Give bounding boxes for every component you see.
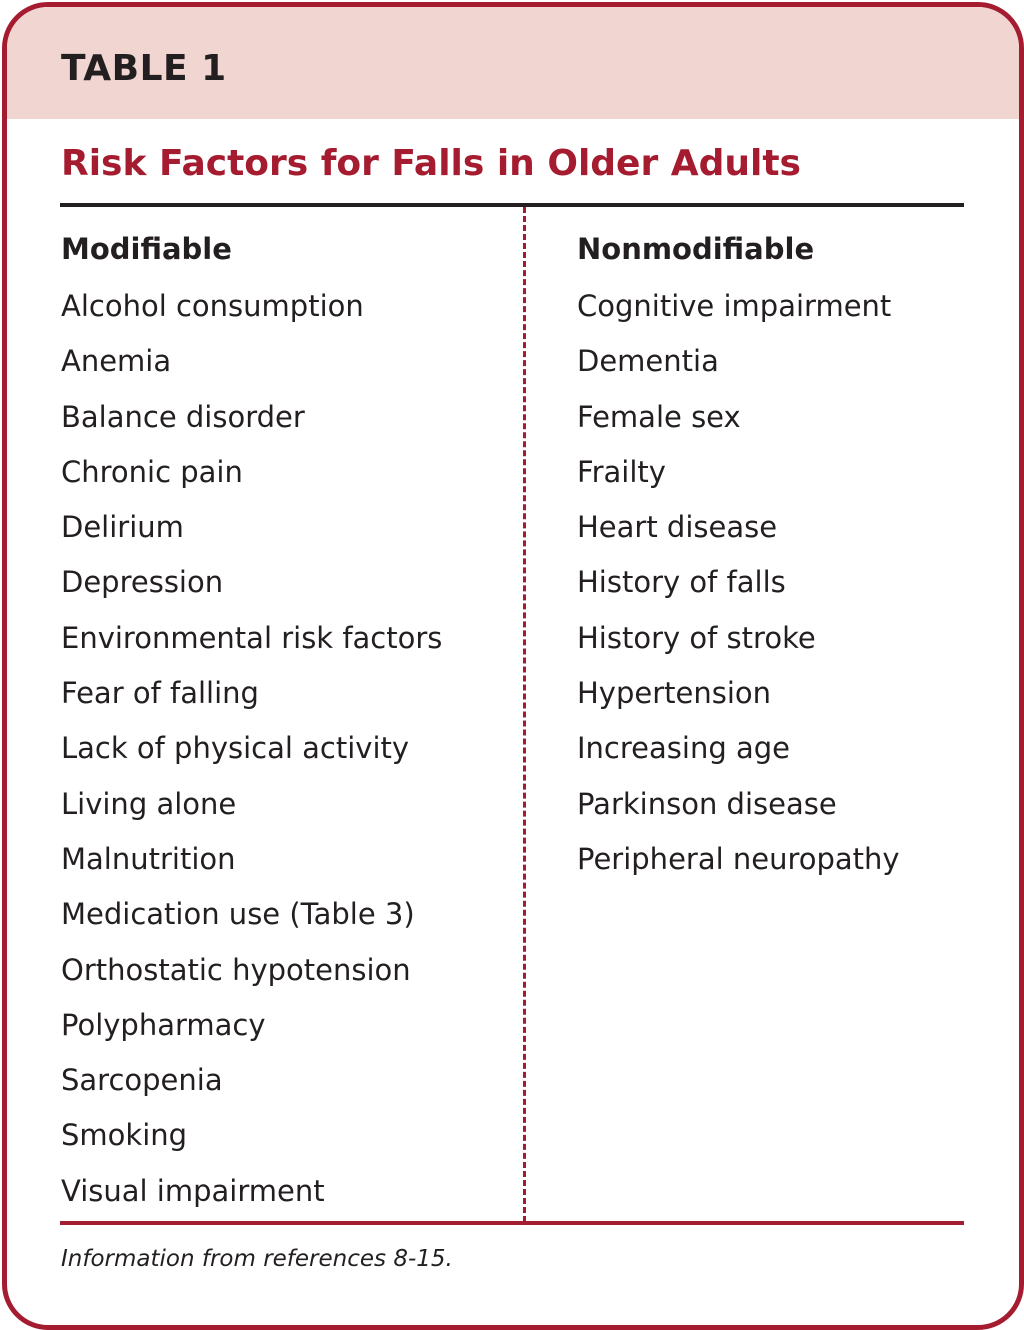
list-item: Heart disease	[577, 510, 778, 545]
nonmodifiable-column	[577, 223, 900, 887]
nonmodifiable-heading: Nonmodifiable	[577, 232, 815, 266]
list-item: Frailty	[577, 454, 666, 489]
modifiable-column	[61, 223, 442, 1219]
list-item: History of stroke	[577, 620, 816, 655]
table-title: Risk Factors for Falls in Older Adults	[61, 143, 801, 184]
table-number-label: TABLE 1	[61, 48, 227, 89]
list-item: Chronic pain	[61, 454, 243, 489]
source-note: Information from references 8-15.	[61, 1246, 453, 1272]
list-item: Dementia	[577, 344, 719, 379]
list-item: Lack of physical activity	[61, 731, 410, 766]
column-divider	[523, 207, 526, 1222]
list-item: Living alone	[61, 786, 237, 821]
list-item: Polypharmacy	[61, 1007, 266, 1042]
header-rule	[60, 203, 964, 207]
list-item: Fear of falling	[61, 676, 259, 711]
list-item: Visual impairment	[61, 1173, 325, 1208]
list-item: Hypertension	[577, 676, 772, 711]
modifiable-list	[61, 279, 442, 1219]
list-item: Increasing age	[577, 731, 790, 766]
list-item: Delirium	[61, 510, 184, 545]
list-item: Balance disorder	[61, 399, 305, 434]
table-banner	[7, 7, 1019, 119]
list-item: Peripheral neuropathy	[577, 841, 900, 876]
list-item: Orthostatic hypotension	[61, 952, 411, 987]
list-item: Depression	[61, 565, 224, 600]
list-item: Environmental risk factors	[61, 620, 443, 655]
list-item: Alcohol consumption	[61, 289, 364, 323]
list-item: Female sex	[577, 399, 741, 434]
list-item: Medication use (Table 3)	[61, 897, 415, 932]
footer-rule	[60, 1221, 964, 1225]
list-item: Sarcopenia	[61, 1063, 223, 1098]
list-item: Smoking	[61, 1118, 188, 1153]
list-item: Cognitive impairment	[577, 289, 892, 323]
list-item: Parkinson disease	[577, 786, 837, 821]
modifiable-heading: Modifiable	[61, 232, 232, 266]
list-item: Anemia	[61, 344, 172, 379]
table-card	[2, 2, 1024, 1330]
nonmodifiable-list	[577, 279, 900, 887]
list-item: History of falls	[577, 565, 786, 600]
list-item: Malnutrition	[61, 841, 236, 876]
